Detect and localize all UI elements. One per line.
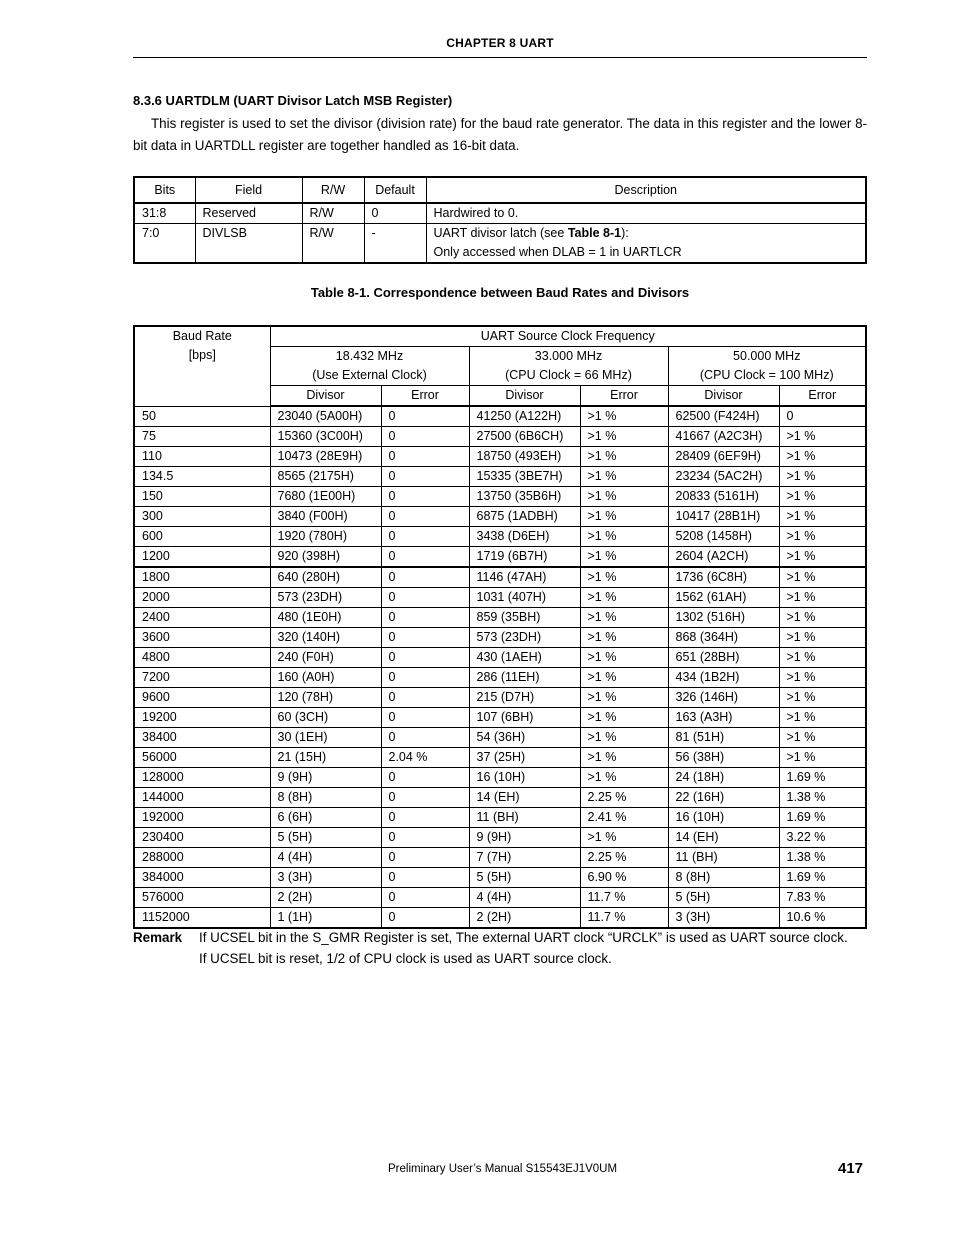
error-cell: >1 % bbox=[779, 447, 866, 467]
header-field: Field bbox=[195, 177, 302, 203]
error-cell: 1.69 % bbox=[779, 868, 866, 888]
error-cell: 0 bbox=[779, 406, 866, 427]
error-cell: >1 % bbox=[580, 406, 668, 427]
error-cell: 0 bbox=[381, 567, 469, 588]
divisor-cell: 4 (4H) bbox=[270, 848, 381, 868]
error-cell: >1 % bbox=[779, 547, 866, 568]
error-cell: >1 % bbox=[779, 708, 866, 728]
baud-rate-cell: 1200 bbox=[134, 547, 270, 568]
table-row bbox=[134, 788, 866, 808]
baud-rate-cell: 230400 bbox=[134, 828, 270, 848]
table-row bbox=[134, 527, 866, 547]
divisor-cell: 1146 (47AH) bbox=[469, 567, 580, 588]
cell-bits: 31:8 bbox=[134, 203, 195, 224]
error-cell: >1 % bbox=[580, 427, 668, 447]
divisor-cell: 1719 (6B7H) bbox=[469, 547, 580, 568]
baud-rate-header-line1: Baud Rate bbox=[172, 329, 232, 343]
error-cell: 3.22 % bbox=[779, 828, 866, 848]
divisor-cell: 434 (1B2H) bbox=[668, 668, 779, 688]
error-cell: >1 % bbox=[580, 507, 668, 527]
error-cell: 1.69 % bbox=[779, 768, 866, 788]
divisor-cell: 6 (6H) bbox=[270, 808, 381, 828]
baud-rate-cell: 134.5 bbox=[134, 467, 270, 487]
clock-freq-header: 50.000 MHz bbox=[668, 347, 866, 367]
table-row bbox=[134, 848, 866, 868]
baud-rate-cell: 110 bbox=[134, 447, 270, 467]
table-reference: Table 8-1 bbox=[567, 226, 622, 240]
table-row bbox=[134, 588, 866, 608]
divisor-cell: 215 (D7H) bbox=[469, 688, 580, 708]
error-cell: 0 bbox=[381, 728, 469, 748]
register-row bbox=[134, 203, 866, 224]
error-cell: 2.04 % bbox=[381, 748, 469, 768]
divisor-cell: 3438 (D6EH) bbox=[469, 527, 580, 547]
divisor-cell: 320 (140H) bbox=[270, 628, 381, 648]
description-text-end: ): bbox=[621, 226, 629, 240]
divisor-cell: 11 (BH) bbox=[469, 808, 580, 828]
cell-field: DIVLSB bbox=[195, 224, 302, 264]
section-title: 8.3.6 UARTDLM (UART Divisor Latch MSB Register) bbox=[133, 93, 453, 108]
divisor-cell: 5208 (1458H) bbox=[668, 527, 779, 547]
divisor-cell: 1920 (780H) bbox=[270, 527, 381, 547]
divisor-cell: 21 (15H) bbox=[270, 748, 381, 768]
divisor-cell: 23234 (5AC2H) bbox=[668, 467, 779, 487]
divisor-cell: 28409 (6EF9H) bbox=[668, 447, 779, 467]
baud-table-header bbox=[134, 326, 866, 406]
error-cell: >1 % bbox=[779, 648, 866, 668]
divisor-cell: 1562 (61AH) bbox=[668, 588, 779, 608]
baud-rate-cell: 300 bbox=[134, 507, 270, 527]
source-clock-header: UART Source Clock Frequency bbox=[270, 326, 866, 347]
cell-default: - bbox=[364, 224, 426, 264]
divisor-cell: 868 (364H) bbox=[668, 628, 779, 648]
error-cell: >1 % bbox=[779, 628, 866, 648]
divisor-cell: 22 (16H) bbox=[668, 788, 779, 808]
error-cell: 0 bbox=[381, 507, 469, 527]
clock-note-header: (CPU Clock = 66 MHz) bbox=[469, 366, 668, 386]
cell-description bbox=[426, 224, 866, 264]
baud-rate-cell: 38400 bbox=[134, 728, 270, 748]
divisor-cell: 20833 (5161H) bbox=[668, 487, 779, 507]
error-header: Error bbox=[779, 386, 866, 407]
divisor-cell: 41667 (A2C3H) bbox=[668, 427, 779, 447]
table-row bbox=[134, 728, 866, 748]
error-cell: >1 % bbox=[580, 547, 668, 568]
divisor-cell: 30 (1EH) bbox=[270, 728, 381, 748]
error-cell: 0 bbox=[381, 487, 469, 507]
error-cell: 11.7 % bbox=[580, 908, 668, 929]
error-cell: 1.69 % bbox=[779, 808, 866, 828]
divisor-cell: 11 (BH) bbox=[668, 848, 779, 868]
description-text: UART divisor latch (see bbox=[433, 226, 568, 240]
error-cell: 2.25 % bbox=[580, 788, 668, 808]
baud-rate-cell: 384000 bbox=[134, 868, 270, 888]
table-row bbox=[134, 768, 866, 788]
error-cell: 1.38 % bbox=[779, 848, 866, 868]
error-cell: >1 % bbox=[580, 467, 668, 487]
table-row bbox=[134, 567, 866, 588]
divisor-cell: 16 (10H) bbox=[668, 808, 779, 828]
error-cell: >1 % bbox=[580, 728, 668, 748]
divisor-cell: 430 (1AEH) bbox=[469, 648, 580, 668]
baud-table-body bbox=[134, 406, 866, 928]
error-cell: >1 % bbox=[580, 608, 668, 628]
divisor-header: Divisor bbox=[270, 386, 381, 407]
error-cell: >1 % bbox=[580, 487, 668, 507]
divisor-cell: 286 (11EH) bbox=[469, 668, 580, 688]
error-cell: 0 bbox=[381, 708, 469, 728]
baud-rate-cell: 7200 bbox=[134, 668, 270, 688]
error-cell: >1 % bbox=[779, 567, 866, 588]
divisor-cell: 7 (7H) bbox=[469, 848, 580, 868]
register-table-header bbox=[134, 177, 866, 203]
divisor-cell: 60 (3CH) bbox=[270, 708, 381, 728]
error-cell: 6.90 % bbox=[580, 868, 668, 888]
table-row bbox=[134, 447, 866, 467]
header-rw: R/W bbox=[302, 177, 364, 203]
table-row bbox=[134, 547, 866, 568]
divisor-cell: 651 (28BH) bbox=[668, 648, 779, 668]
divisor-header: Divisor bbox=[668, 386, 779, 407]
baud-rate-cell: 288000 bbox=[134, 848, 270, 868]
error-cell: 0 bbox=[381, 648, 469, 668]
error-cell: >1 % bbox=[779, 608, 866, 628]
cell-default: 0 bbox=[364, 203, 426, 224]
error-cell: >1 % bbox=[580, 588, 668, 608]
cell-field: Reserved bbox=[195, 203, 302, 224]
error-cell: >1 % bbox=[580, 748, 668, 768]
divisor-cell: 240 (F0H) bbox=[270, 648, 381, 668]
error-cell: >1 % bbox=[580, 567, 668, 588]
chapter-header: CHAPTER 8 UART bbox=[446, 36, 554, 50]
baud-rate-cell: 576000 bbox=[134, 888, 270, 908]
error-cell: >1 % bbox=[779, 748, 866, 768]
divisor-cell: 1302 (516H) bbox=[668, 608, 779, 628]
cell-rw: R/W bbox=[302, 203, 364, 224]
baud-rate-header-line2: [bps] bbox=[188, 348, 216, 362]
error-cell: >1 % bbox=[779, 588, 866, 608]
baud-rate-cell: 128000 bbox=[134, 768, 270, 788]
table-row bbox=[134, 507, 866, 527]
baud-rate-cell: 50 bbox=[134, 406, 270, 427]
divisor-cell: 24 (18H) bbox=[668, 768, 779, 788]
baud-rate-cell: 56000 bbox=[134, 748, 270, 768]
table-row bbox=[134, 648, 866, 668]
divisor-cell: 1736 (6C8H) bbox=[668, 567, 779, 588]
error-cell: 2.41 % bbox=[580, 808, 668, 828]
error-cell: >1 % bbox=[779, 427, 866, 447]
clock-freq-header: 33.000 MHz bbox=[469, 347, 668, 367]
error-cell: 0 bbox=[381, 406, 469, 427]
table-row bbox=[134, 708, 866, 728]
table-row bbox=[134, 487, 866, 507]
divisor-cell: 2604 (A2CH) bbox=[668, 547, 779, 568]
divisor-cell: 2 (2H) bbox=[270, 888, 381, 908]
divisor-cell: 81 (51H) bbox=[668, 728, 779, 748]
error-cell: 0 bbox=[381, 447, 469, 467]
error-cell: 11.7 % bbox=[580, 888, 668, 908]
error-cell: 0 bbox=[381, 628, 469, 648]
table-caption: Table 8-1. Correspondence between Baud Rates and Divisors bbox=[310, 285, 690, 300]
table-row bbox=[134, 406, 866, 427]
baud-rate-cell: 2000 bbox=[134, 588, 270, 608]
divisor-cell: 120 (78H) bbox=[270, 688, 381, 708]
divisor-cell: 14 (EH) bbox=[668, 828, 779, 848]
divisor-cell: 41250 (A122H) bbox=[469, 406, 580, 427]
divisor-cell: 8565 (2175H) bbox=[270, 467, 381, 487]
divisor-cell: 6875 (1ADBH) bbox=[469, 507, 580, 527]
divisor-cell: 4 (4H) bbox=[469, 888, 580, 908]
remark-line-2: If UCSEL bit is reset, 1/2 of CPU clock is used as UART source clock. bbox=[199, 951, 612, 966]
baud-rate-cell: 1800 bbox=[134, 567, 270, 588]
error-header: Error bbox=[580, 386, 668, 407]
divisor-cell: 107 (6BH) bbox=[469, 708, 580, 728]
baud-rate-cell: 144000 bbox=[134, 788, 270, 808]
table-row bbox=[134, 908, 866, 929]
clock-freq-header: 18.432 MHz bbox=[270, 347, 469, 367]
baud-rate-cell: 4800 bbox=[134, 648, 270, 668]
divisor-cell: 37 (25H) bbox=[469, 748, 580, 768]
error-cell: 0 bbox=[381, 668, 469, 688]
error-header: Error bbox=[381, 386, 469, 407]
divisor-cell: 480 (1E0H) bbox=[270, 608, 381, 628]
error-cell: 0 bbox=[381, 768, 469, 788]
baud-rate-cell: 3600 bbox=[134, 628, 270, 648]
baud-rate-table bbox=[133, 325, 867, 929]
cell-bits: 7:0 bbox=[134, 224, 195, 264]
error-cell: >1 % bbox=[580, 527, 668, 547]
error-cell: >1 % bbox=[779, 487, 866, 507]
remark-label: Remark bbox=[133, 930, 183, 945]
divisor-cell: 14 (EH) bbox=[469, 788, 580, 808]
divisor-cell: 54 (36H) bbox=[469, 728, 580, 748]
baud-rate-cell: 1152000 bbox=[134, 908, 270, 929]
error-cell: 10.6 % bbox=[779, 908, 866, 929]
table-row bbox=[134, 888, 866, 908]
divisor-cell: 15360 (3C00H) bbox=[270, 427, 381, 447]
error-cell: 7.83 % bbox=[779, 888, 866, 908]
divisor-cell: 62500 (F424H) bbox=[668, 406, 779, 427]
divisor-cell: 10473 (28E9H) bbox=[270, 447, 381, 467]
divisor-cell: 5 (5H) bbox=[270, 828, 381, 848]
divisor-cell: 27500 (6B6CH) bbox=[469, 427, 580, 447]
table-row bbox=[134, 467, 866, 487]
error-cell: >1 % bbox=[580, 828, 668, 848]
divisor-cell: 1031 (407H) bbox=[469, 588, 580, 608]
description-line-2: Only accessed when DLAB = 1 in UARTLCR bbox=[433, 245, 682, 259]
error-cell: 0 bbox=[381, 527, 469, 547]
error-cell: 0 bbox=[381, 808, 469, 828]
page-number: 417 bbox=[838, 1160, 864, 1177]
error-cell: 0 bbox=[381, 588, 469, 608]
table-row bbox=[134, 868, 866, 888]
divisor-cell: 18750 (493EH) bbox=[469, 447, 580, 467]
divisor-cell: 5 (5H) bbox=[469, 868, 580, 888]
error-cell: >1 % bbox=[779, 527, 866, 547]
divisor-cell: 859 (35BH) bbox=[469, 608, 580, 628]
register-table bbox=[133, 176, 867, 264]
header-bits: Bits bbox=[134, 177, 195, 203]
divisor-cell: 16 (10H) bbox=[469, 768, 580, 788]
cell-description bbox=[426, 203, 866, 224]
error-cell: 0 bbox=[381, 908, 469, 929]
divisor-cell: 2 (2H) bbox=[469, 908, 580, 929]
error-cell: 0 bbox=[381, 608, 469, 628]
clock-note-header: (Use External Clock) bbox=[270, 366, 469, 386]
divisor-cell: 640 (280H) bbox=[270, 567, 381, 588]
divisor-cell: 573 (23DH) bbox=[469, 628, 580, 648]
divisor-cell: 10417 (28B1H) bbox=[668, 507, 779, 527]
remark-body bbox=[199, 927, 867, 969]
divisor-cell: 56 (38H) bbox=[668, 748, 779, 768]
error-cell: >1 % bbox=[580, 447, 668, 467]
divisor-cell: 9 (9H) bbox=[270, 768, 381, 788]
error-cell: >1 % bbox=[580, 628, 668, 648]
header-divider bbox=[133, 57, 867, 58]
error-cell: >1 % bbox=[779, 507, 866, 527]
error-cell: >1 % bbox=[580, 688, 668, 708]
table-row bbox=[134, 688, 866, 708]
error-cell: 0 bbox=[381, 467, 469, 487]
error-cell: 1.38 % bbox=[779, 788, 866, 808]
intro-paragraph: This register is used to set the divisor (division rate) for the baud rate generator. The data in this register and the lower 8-bit data in UARTDLL register are together handled as 16-bit data. bbox=[133, 116, 867, 153]
header-description: Description bbox=[426, 177, 866, 203]
error-cell: 0 bbox=[381, 788, 469, 808]
error-cell: 0 bbox=[381, 547, 469, 568]
error-cell: 0 bbox=[381, 848, 469, 868]
divisor-cell: 23040 (5A00H) bbox=[270, 406, 381, 427]
table-row bbox=[134, 828, 866, 848]
register-row bbox=[134, 224, 866, 264]
table-row bbox=[134, 427, 866, 447]
baud-rate-cell: 150 bbox=[134, 487, 270, 507]
error-cell: >1 % bbox=[779, 668, 866, 688]
baud-rate-cell: 9600 bbox=[134, 688, 270, 708]
table-row bbox=[134, 628, 866, 648]
divisor-cell: 15335 (3BE7H) bbox=[469, 467, 580, 487]
error-cell: 0 bbox=[381, 868, 469, 888]
error-cell: >1 % bbox=[779, 728, 866, 748]
baud-rate-cell: 19200 bbox=[134, 708, 270, 728]
divisor-cell: 573 (23DH) bbox=[270, 588, 381, 608]
divisor-cell: 5 (5H) bbox=[668, 888, 779, 908]
divisor-cell: 8 (8H) bbox=[270, 788, 381, 808]
baud-rate-cell: 192000 bbox=[134, 808, 270, 828]
error-cell: 2.25 % bbox=[580, 848, 668, 868]
error-cell: >1 % bbox=[779, 467, 866, 487]
divisor-cell: 3 (3H) bbox=[270, 868, 381, 888]
baud-rate-header bbox=[134, 326, 270, 406]
cell-rw: R/W bbox=[302, 224, 364, 264]
divisor-cell: 163 (A3H) bbox=[668, 708, 779, 728]
table-row bbox=[134, 668, 866, 688]
divisor-cell: 326 (146H) bbox=[668, 688, 779, 708]
divisor-cell: 1 (1H) bbox=[270, 908, 381, 929]
divisor-cell: 7680 (1E00H) bbox=[270, 487, 381, 507]
divisor-cell: 13750 (35B6H) bbox=[469, 487, 580, 507]
description-text: Hardwired to 0. bbox=[433, 206, 519, 220]
error-cell: 0 bbox=[381, 828, 469, 848]
divisor-cell: 160 (A0H) bbox=[270, 668, 381, 688]
divisor-cell: 3840 (F00H) bbox=[270, 507, 381, 527]
baud-rate-cell: 600 bbox=[134, 527, 270, 547]
error-cell: >1 % bbox=[580, 668, 668, 688]
divisor-cell: 920 (398H) bbox=[270, 547, 381, 568]
clock-note-header: (CPU Clock = 100 MHz) bbox=[668, 366, 866, 386]
baud-rate-cell: 75 bbox=[134, 427, 270, 447]
description-line-1 bbox=[434, 224, 859, 243]
error-cell: >1 % bbox=[779, 688, 866, 708]
remark-line-1: If UCSEL bit in the S_GMR Register is set, The external UART clock “URCLK” is used as UART source clock. bbox=[199, 930, 848, 945]
error-cell: 0 bbox=[381, 427, 469, 447]
table-row bbox=[134, 748, 866, 768]
header-default: Default bbox=[364, 177, 426, 203]
divisor-cell: 9 (9H) bbox=[469, 828, 580, 848]
divisor-header: Divisor bbox=[469, 386, 580, 407]
divisor-cell: 8 (8H) bbox=[668, 868, 779, 888]
error-cell: 0 bbox=[381, 888, 469, 908]
baud-rate-cell: 2400 bbox=[134, 608, 270, 628]
table-row bbox=[134, 608, 866, 628]
divisor-cell: 3 (3H) bbox=[668, 908, 779, 929]
table-row bbox=[134, 808, 866, 828]
error-cell: >1 % bbox=[580, 708, 668, 728]
error-cell: >1 % bbox=[580, 648, 668, 668]
footer-manual: Preliminary User’s Manual S15543EJ1V0UM bbox=[388, 1163, 618, 1175]
error-cell: >1 % bbox=[580, 768, 668, 788]
error-cell: 0 bbox=[381, 688, 469, 708]
